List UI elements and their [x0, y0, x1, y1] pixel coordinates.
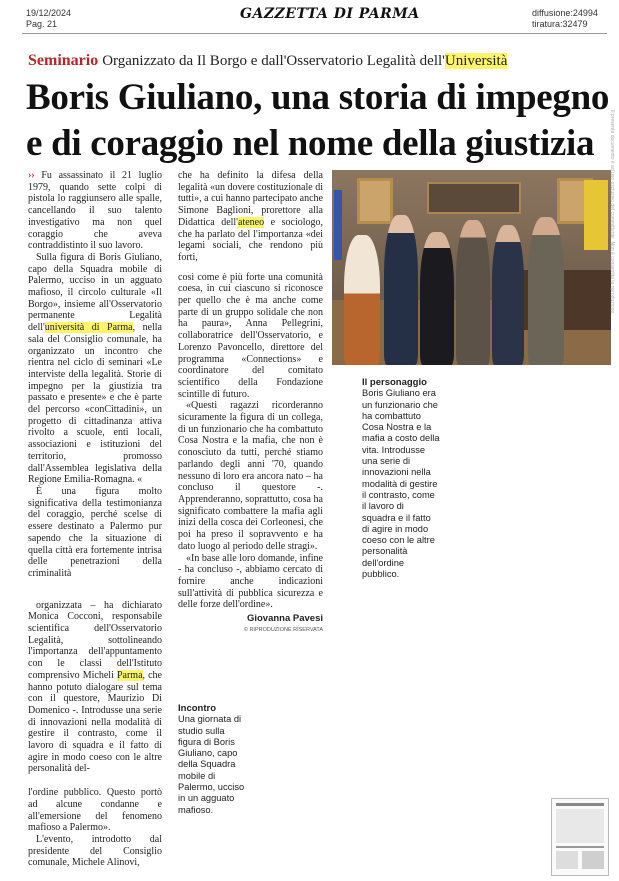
sidebar-incontro-title: Incontro: [178, 703, 216, 714]
col1-paragraph-4-end: , che hanno potuto dialogare sul tema con il questore, Maurizio Di Domenico -. Introdusse una serie di innovazioni nella modalità di gestire il contrasto, come il lavoro di squadra e il fatto di agire in modo coeso con le altre personalità del-: [28, 669, 162, 775]
col1-paragraph-4: organizzata – ha dichiarato Monica Cocconi, responsabile scientifica dell'Osservatorio Legalità, sottolineando l'importanza dell'appuntamento con le classi dell'Istituto comprensivo Micheli: [28, 599, 162, 681]
copyright-notice: © RIPRODUZIONE RISERVATA: [243, 626, 323, 633]
col2-highlight-ateneo: ateneo: [238, 216, 265, 228]
sidebar-incontro: [178, 703, 250, 816]
col1-paragraph-1: Fu assassinato il 21 luglio 1979, quando sette colpi di pistola lo raggiunsero alle spalle, cancellando il suo talento investigativo ma non quel coraggio che aveva contraddistinto il suo lavoro.: [28, 170, 162, 252]
sidebar-incontro-text: Una giornata di studio sulla figura di Boris Giuliano, capo della Squadra mobile di Palermo, ucciso in un agguato mafioso.: [178, 714, 245, 815]
kicker-label: Seminario: [28, 52, 99, 69]
tiratura: tiratura:32479: [532, 19, 588, 29]
headline-line-1: Boris Giuliano, una storia di impegno: [26, 77, 610, 118]
lead-marker: ››: [28, 170, 35, 181]
vertical-edge-text-content: Il presente documento è ad uso esclusivo del committente. Non è consentita la riproduzione.: [609, 110, 615, 315]
col2-paragraph-3: «Questi ragazzi ricorderanno sicuramente la figura di un collega, di un funzionario che ha combattuto Cosa Nostra e la mafia, che non è conosciuto da tutti, perché stiamo parlando degli anni '70, quando nessuno di loro era ancora nato – ha concluso il questore -. Apprenderanno, soprattutto, cosa ha significato combattere la mafia agli inizi della cosca dei Corleonesi, che poi ha preso il sopravvento e ha dato luogo al periodo delle stragi».: [178, 400, 323, 552]
col1-paragraph-5: l'ordine pubblico. Questo portò ad alcune condanne e all'emersione del fenomeno mafioso a Palermo».: [28, 787, 162, 834]
page-thumbnail: [551, 798, 609, 876]
kicker-text: Organizzato da Il Borgo e dall'Osservatorio Legalità dell': [102, 53, 445, 69]
col2-paragraph-1-end: e sociologo, che ha parlato del l'importanza «dei legami sociali, che rendono più forti,: [178, 216, 324, 263]
kicker-highlight: Università: [444, 53, 508, 69]
sidebar-personaggio: [362, 377, 440, 580]
diffusione: diffusione:24994: [532, 8, 598, 18]
col2-paragraph-2: così come è più forte una comunità coesa, in cui ciascuno si riconosce per quello che è ma anche come parte di un gruppo solidale che non ha paura», Anna Pellegrini, collaboratrice dell'Osservatorio, e Lorenzo Pavoncello, direttore del programma «Connections» e coordinatore del comitato scientifico della Fondazione scintille di futuro.: [178, 271, 323, 400]
masthead: GAZZETTA DI PARMA: [240, 6, 420, 22]
col1-paragraph-6: L'evento, introdotto dal presidente del Consiglio comunale, Michele Alinovi,: [28, 833, 162, 869]
author-signature: Giovanna Pavesi: [246, 613, 323, 625]
col1-paragraph-2-end: , nella sala del Consiglio comunale, ha organizzato un incontro che rientra nel ciclo di seminari «Le interviste della legalità. Storie di impegno per la giustizia tra passato e presente» e che è parte del percorso «conCittadini», un progetto di cittadinanza attiva rivolto a scuole, enti locali, associazioni e istituzioni del territorio, promosso dall'Assemblea legislativa della Regione Emilia-Romagna. «: [28, 322, 162, 486]
col1-paragraph-3: È una figura molto significativa della testimonianza del coraggio, perché scelse di essere destinato a Palermo pur sapendo che la situazione di quella città era fortemente intrisa delle penetrazioni della criminalità: [28, 485, 162, 579]
col1-highlight-universita: università di Parma: [44, 322, 133, 334]
col1-highlight-parma: Parma: [116, 669, 143, 681]
issue-date: 19/12/2024: [26, 8, 72, 18]
header-rule: [22, 33, 607, 34]
col1-paragraph-2: Sulla figura di Boris Giuliano, capo della Squadra mobile di Palermo, ucciso in un agguato mafioso, il circolo culturale «Il Borgo», insieme all'Osservatorio permanente Legalità dell': [28, 251, 162, 334]
event-photo: [332, 170, 611, 365]
headline-line-2: e di coraggio nel nome della giustizia: [26, 123, 595, 164]
sidebar-personaggio-text: Boris Giuliano era un funzionario che ha combattuto Cosa Nostra e la mafia a costo della vita. Introdusse una serie di innovazioni nella modalità di gestire il contrasto, come il lavoro di squadra e il fatto di agire in modo coeso con le altre personalità dell'ordine pubblico.: [362, 388, 440, 580]
sidebar-personaggio-title: Il personaggio: [362, 377, 427, 388]
col2-paragraph-4: «In base alle loro domande, infine - ha concluso -, abbiamo cercato di fornire anche indicazioni sull'attività di pubblica sicurezza e delle forze dell'ordine».: [178, 552, 323, 611]
article-column-1: [28, 170, 162, 869]
kicker: [28, 52, 507, 70]
page-number: Pag. 21: [26, 19, 58, 29]
vertical-edge-text: [607, 110, 615, 670]
article-column-2: [178, 170, 323, 636]
col2-paragraph-1: che ha definito la difesa della legalità «un dovere costituzionale di tutti», a cui hanno partecipato anche Simone Baglioni, prorettore alla Didattica dell': [178, 170, 323, 228]
